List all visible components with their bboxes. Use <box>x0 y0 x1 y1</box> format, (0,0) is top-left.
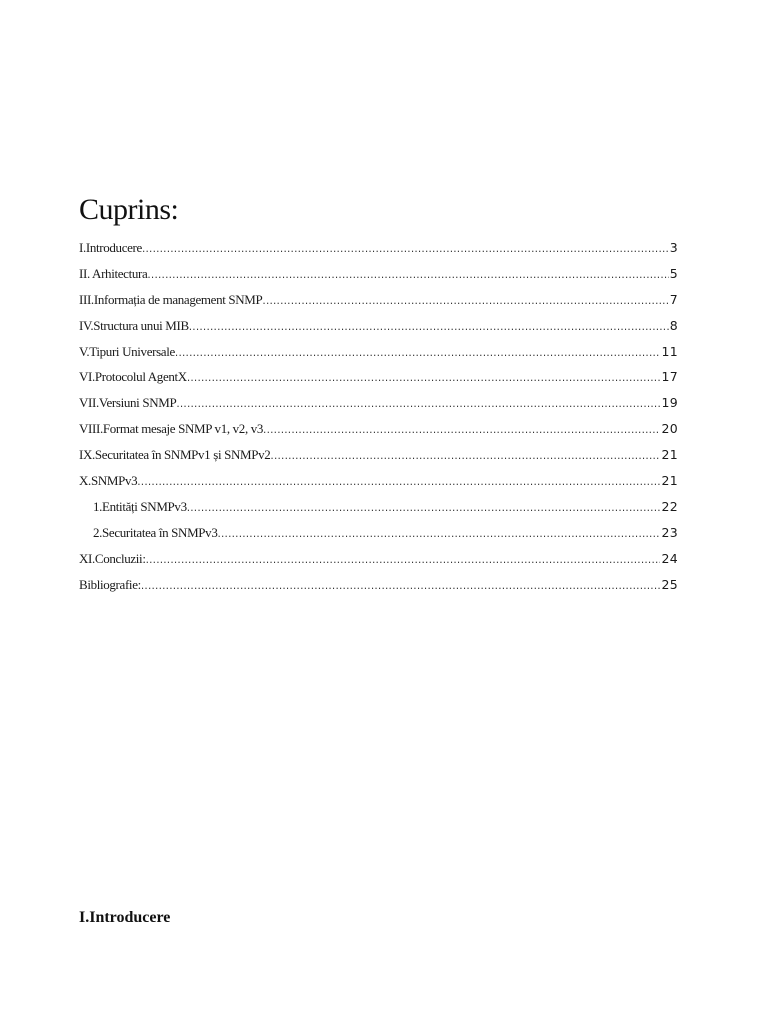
toc-entry-label: XI.Concluzii: <box>79 550 146 566</box>
toc-entry[interactable] <box>79 572 678 598</box>
toc-dot-leader <box>187 496 661 522</box>
toc-entry-page: 21 <box>661 473 678 489</box>
toc-entry-page: 20 <box>661 421 678 437</box>
toc-entry-label: Bibliografie: <box>79 576 141 592</box>
toc-entry[interactable] <box>79 287 678 313</box>
toc-entry-label: 1.Entități SNMPv3 <box>93 498 187 514</box>
toc-dot-leader <box>187 366 661 392</box>
toc-dot-leader <box>217 522 660 548</box>
toc-dot-leader <box>263 418 660 444</box>
toc-entry[interactable] <box>79 442 678 468</box>
toc-entry[interactable] <box>79 313 678 339</box>
toc-subentry[interactable] <box>79 520 678 546</box>
toc-entry-page: 24 <box>661 550 678 566</box>
toc-entry[interactable] <box>79 546 678 572</box>
toc-entry[interactable] <box>79 416 678 442</box>
page-title: Cuprins: <box>79 193 179 226</box>
toc-entry-label: X.SNMPv3 <box>79 473 138 489</box>
toc-entry-page: 23 <box>661 524 678 540</box>
toc-dot-leader <box>189 315 669 341</box>
toc-entry-page: 7 <box>669 291 678 307</box>
toc-entry-label: IX.Securitatea în SNMPv1 și SNMPv2 <box>79 447 271 463</box>
toc-entry-page: 8 <box>669 317 678 333</box>
section-heading: I.Introducere <box>79 909 171 926</box>
toc-entry-page: 22 <box>661 498 678 514</box>
toc-dot-leader <box>146 548 661 574</box>
toc-entry[interactable] <box>79 339 678 365</box>
toc-entry-label: III.Informația de management SNMP <box>79 291 263 307</box>
toc-dot-leader <box>141 574 661 600</box>
toc-entry-label: 2.Securitatea în SNMPv3 <box>93 524 218 540</box>
toc-entry-page: 25 <box>661 576 678 592</box>
toc-entry[interactable] <box>79 468 678 494</box>
toc-entry-label: VI.Protocolul AgentX <box>79 369 187 385</box>
toc-entry-page: 21 <box>661 447 678 463</box>
toc-dot-leader <box>142 237 669 263</box>
toc-entry-label: II. Arhitectura <box>79 265 148 281</box>
toc-entry-label: IV.Structura unui MIB <box>79 317 189 333</box>
toc-dot-leader <box>147 263 668 289</box>
toc-entry[interactable] <box>79 364 678 390</box>
toc-entry[interactable] <box>79 390 678 416</box>
toc-entry-page: 3 <box>669 240 678 255</box>
toc-entry[interactable] <box>79 235 678 261</box>
toc-dot-leader <box>175 341 661 367</box>
toc-dot-leader <box>262 289 668 315</box>
toc-dot-leader <box>270 444 660 470</box>
toc-entry-page: 17 <box>661 369 678 385</box>
toc-entry-label: V.Tipuri Universale <box>79 343 175 359</box>
toc-entry-page: 5 <box>669 265 678 281</box>
toc-entry-label: VII.Versiuni SNMP <box>79 395 177 411</box>
toc-entry-label: I.Introducere <box>79 240 142 255</box>
toc-dot-leader <box>137 470 660 496</box>
toc-entry-page: 19 <box>661 395 678 411</box>
toc-entry-page: 11 <box>661 343 678 359</box>
toc-dot-leader <box>176 392 660 418</box>
toc-entry-label: VIII.Format mesaje SNMP v1, v2, v3 <box>79 421 264 437</box>
toc-subentry[interactable] <box>79 494 678 520</box>
table-of-contents <box>79 235 678 597</box>
toc-entry[interactable] <box>79 261 678 287</box>
